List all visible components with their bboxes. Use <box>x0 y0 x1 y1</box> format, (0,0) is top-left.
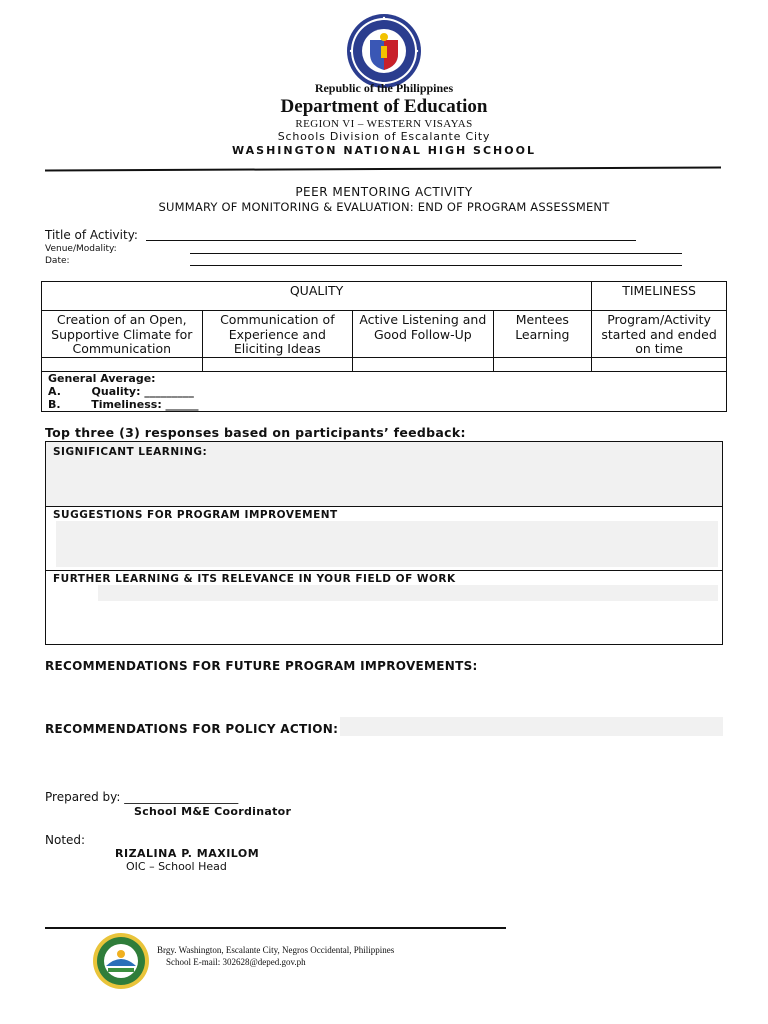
school-name: WASHINGTON NATIONAL HIGH SCHOOL <box>232 144 536 157</box>
policy-recommendations-label: RECOMMENDATIONS FOR POLICY ACTION: <box>45 722 339 736</box>
suggestions-shade <box>56 521 718 567</box>
coordinator-title: School M&E Coordinator <box>134 805 292 818</box>
further-learning-label: FURTHER LEARNING & ITS RELEVANCE IN YOUR FIELD OF WORK <box>53 573 456 585</box>
activity-title: PEER MENTORING ACTIVITY <box>295 185 473 199</box>
rating-cell[interactable] <box>202 357 353 371</box>
header-divider <box>45 167 721 172</box>
footer-divider <box>45 927 506 929</box>
quality-average: A. Quality: _________ <box>48 384 194 398</box>
assessment-table <box>41 281 727 412</box>
noted-label: Noted: <box>45 833 86 847</box>
quality-header: QUALITY <box>42 282 592 311</box>
further-learning-shade <box>98 585 718 601</box>
suggestions-section[interactable] <box>46 507 722 571</box>
policy-field-shade[interactable] <box>340 717 723 736</box>
column-program-time: Program/Activity started and ended on time <box>592 311 727 358</box>
suggestions-label: SUGGESTIONS FOR PROGRAM IMPROVEMENT <box>53 509 338 521</box>
republic-line: Republic of the Philippines <box>314 81 454 95</box>
column-mentees-learning: Mentees Learning <box>493 311 592 358</box>
title-of-activity-field[interactable] <box>146 240 636 241</box>
feedback-heading: Top three (3) responses based on participants’ feedback: <box>45 425 466 440</box>
timeliness-header: TIMELINESS <box>592 282 727 311</box>
school-logo <box>92 932 150 990</box>
title-of-activity-label: Title of Activity: <box>45 228 138 242</box>
deped-seal <box>345 12 423 90</box>
feedback-box <box>45 441 723 645</box>
venue-label: Venue/Modality: <box>45 244 117 254</box>
general-average-label: General Average: <box>48 371 156 385</box>
date-field[interactable] <box>190 265 682 266</box>
school-email: School E-mail: 302628@deped.gov.ph <box>166 957 306 967</box>
general-average-cell <box>42 371 727 411</box>
rating-cell[interactable] <box>592 357 727 371</box>
significant-learning-label: SIGNIFICANT LEARNING: <box>53 446 208 458</box>
rating-cell[interactable] <box>493 357 592 371</box>
further-learning-section[interactable] <box>46 571 722 643</box>
school-head-title: OIC – School Head <box>126 860 227 873</box>
school-head-name: RIZALINA P. MAXILOM <box>115 847 260 860</box>
rating-cell[interactable] <box>353 357 493 371</box>
school-address: Brgy. Washington, Escalante City, Negros Occidental, Philippines <box>157 945 395 955</box>
column-listening: Active Listening and Good Follow-Up <box>353 311 493 358</box>
significant-learning-section[interactable] <box>46 442 722 507</box>
rating-cell[interactable] <box>42 357 203 371</box>
region-line: REGION VI – WESTERN VISAYAS <box>295 118 473 130</box>
division-line: Schools Division of Escalante City <box>277 130 491 143</box>
date-label: Date: <box>45 256 70 266</box>
column-communication: Communication of Experience and Eliciting Ideas <box>202 311 353 358</box>
column-climate: Creation of an Open, Supportive Climate for Communication <box>42 311 203 358</box>
prepared-by: Prepared by: ___________________ <box>45 790 239 804</box>
department-title: Department of Education <box>280 96 488 117</box>
activity-subtitle: SUMMARY OF MONITORING & EVALUATION: END OF PROGRAM ASSESSMENT <box>158 200 610 214</box>
venue-field[interactable] <box>190 253 682 254</box>
timeliness-average: B. Timeliness: ______ <box>48 397 199 411</box>
future-recommendations-label: RECOMMENDATIONS FOR FUTURE PROGRAM IMPROVEMENTS: <box>45 659 478 673</box>
